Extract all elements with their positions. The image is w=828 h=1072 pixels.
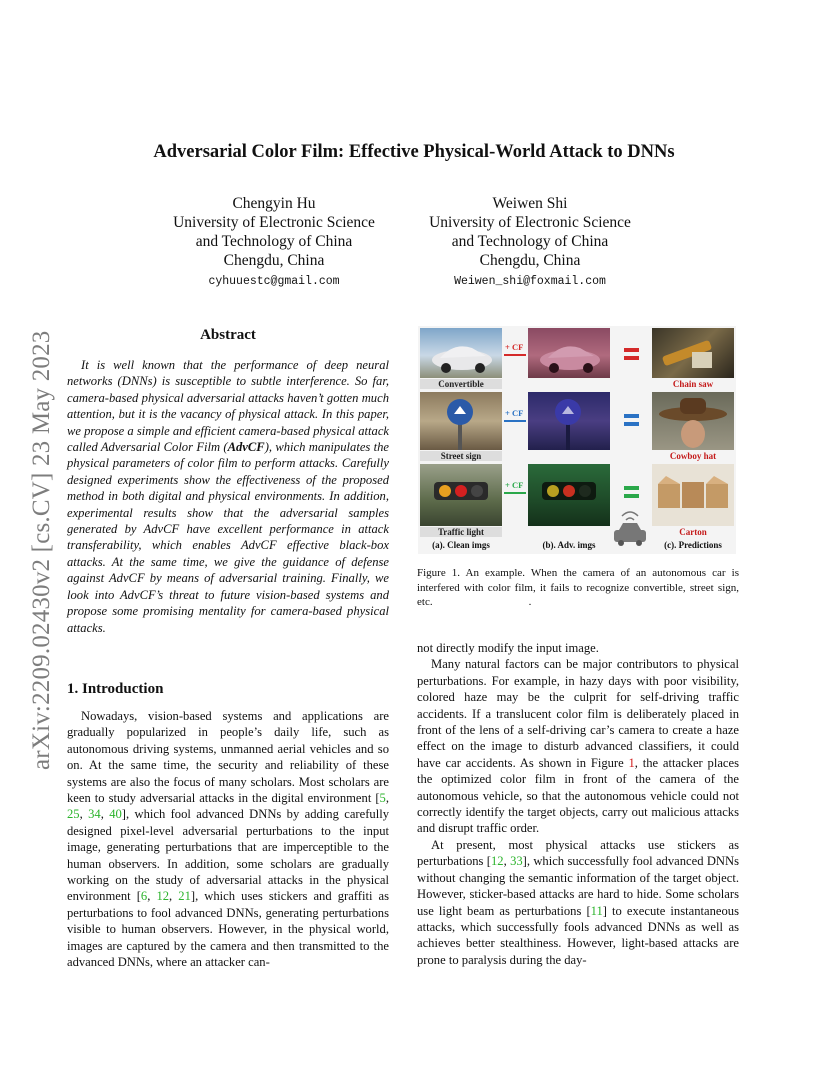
column-label-clean: (a). Clean imgs [432, 540, 490, 550]
cf-label: + CF [505, 342, 524, 352]
clean-label: Street sign [420, 451, 502, 461]
author-affiliation: University of Electronic Science [429, 214, 631, 231]
abstract-heading: Abstract [200, 327, 256, 343]
author-email[interactable]: cyhuuestc@gmail.com [208, 275, 340, 288]
arxiv-stamp: arXiv:2209.02430v2 [cs.CV] 23 May 2023 [28, 330, 55, 770]
citation-link[interactable]: 25 [67, 807, 80, 822]
citation-link[interactable]: 5 [379, 791, 386, 806]
right-column-text [417, 640, 739, 968]
author-email[interactable]: Weiwen_shi@foxmail.com [454, 275, 606, 288]
traffic-light-icon [420, 464, 502, 526]
adv-image-traffic-light [528, 464, 610, 526]
citation-link[interactable]: 11 [590, 903, 603, 918]
cf-label: + CF [505, 480, 524, 490]
paragraph: not directly modify the input image. [417, 641, 599, 655]
paper-title: Adversarial Color Film: Effective Physical-World Attack to DNNs [153, 142, 675, 162]
arrow-icon [504, 420, 526, 422]
equals-icon [624, 422, 639, 426]
clean-image-street-sign [420, 392, 502, 450]
pred-image-chainsaw [652, 328, 734, 378]
author-city: Chengdu, China [223, 252, 325, 269]
adv-image-convertible [528, 328, 610, 378]
citation-link[interactable]: 34 [88, 807, 101, 822]
citation-link[interactable]: 12 [156, 889, 170, 904]
prediction-label: Cowboy hat [669, 451, 717, 461]
equals-icon [624, 486, 639, 490]
autonomous-car-icon [608, 504, 652, 550]
carton-icon [652, 464, 734, 526]
car-icon [528, 328, 610, 378]
equals-icon [624, 494, 639, 498]
citation-link[interactable]: 21 [178, 889, 191, 904]
traffic-light-icon [528, 464, 610, 526]
citation-link[interactable]: 6 [140, 889, 148, 904]
author-block-2 [400, 194, 660, 291]
adv-image-street-sign [528, 392, 610, 450]
paragraph: At present, most physical attacks use stickers as perturbations [12, 33], which successfully fool advanced DNNs without changing the semantic information of the target object. However, sticker-based attacks are hard to hide. Some scholars use light beam as perturbations [11] to execute instantaneous attacks, which successfully fools advanced DNNs as well as achieves better stealthiness. However, light-based attacks are prone to paralysis during the day- [417, 837, 740, 967]
cf-label: + CF [505, 408, 524, 418]
author-city: Chengdu, China [479, 252, 581, 269]
street-sign-icon [420, 392, 502, 450]
citation-link[interactable]: 40 [109, 807, 122, 822]
clean-image-traffic-light [420, 464, 502, 526]
car-icon [420, 328, 502, 378]
arrow-icon [504, 492, 526, 494]
equals-icon [624, 414, 639, 418]
author-name: Weiwen Shi [492, 195, 568, 212]
pred-image-carton [652, 464, 734, 526]
author-name: Chengyin Hu [232, 195, 316, 212]
section-heading: 1. Introduction [67, 681, 164, 697]
prediction-label: Chain saw [672, 379, 714, 389]
prediction-label: Carton [679, 527, 707, 537]
paragraph: Many natural factors can be major contributors to physical perturbations. For example, in hazy days with poor visibility, colored haze may be the culprit for self-driving traffic accidents. If a translucent color film is deliberately placed in front of the lens of a self-driving car’s camera to create a haze effect on the image to disturb advanced classifiers, it could have car accidents. As shown in Figure 1, the attacker places the optimized color film in front of the camera of the autonomous vehicle, so that the autonomous vehicle could not correctly identify the target objects, carry out malicious attacks and disrupt traffic order. [417, 657, 739, 836]
figure-1 [418, 326, 736, 554]
author-affiliation: and Technology of China [195, 233, 353, 250]
author-affiliation: University of Electronic Science [173, 214, 375, 231]
clean-label: Convertible [420, 379, 502, 389]
equals-icon [624, 348, 639, 352]
intro-paragraph: Nowadays, vision-based systems and applications are gradually popularized in people’s daily life, such as autonomous driving systems, unmanned aerial vehicles and so on. At the same time, the security and reliability of these systems are also the focus of many scholars. Most scholars are keen to study adversarial attacks in the digital environment [5, 25, 34, 40], which fool advanced DNNs by adding carefully designed pixel-level adversarial perturbations to the input image, generating perturbations that are imperceptible to the human observers. In addition, some scholars are gradually working on the study of adversarial attacks in the physical environment [6, 12, 21], which uses stickers and graffiti as perturbations to fool advanced DNNs, generating perturbations visible to human observers. However, in the physical world, images are captured by the camera and then transmitted to the advanced DNNs, where an attacker can- [67, 709, 390, 970]
figure-caption: Figure 1. An example. When the camera of an autonomous car is interfered with color film, it fails to recognize convertible, street sign, etc. . [417, 567, 739, 608]
column-label-adv: (b). Adv. imgs [542, 540, 596, 550]
author-affiliation: and Technology of China [451, 233, 609, 250]
cowboy-hat-icon [652, 392, 734, 450]
citation-link[interactable]: 12 [490, 854, 504, 869]
citation-link[interactable]: 33 [510, 854, 523, 869]
street-sign-icon [528, 392, 610, 450]
column-label-predictions: (c). Predictions [664, 540, 722, 550]
abstract-text: It is well known that the performance of deep neural networks (DNNs) is susceptible to subtle interference. So far, camera-based physical adversarial attacks haven’t gotten much attention, but it is the vacancy of physical attack. In this paper, we propose a simple and efficient camera-based physical attack called Adversarial Color Film (AdvCF), which manipulates the physical parameters of color film to perform attacks. Carefully designed experiments show the effectiveness of the proposed method in both digital and physical environments. In addition, experimental results show that the adversarial samples generated by AdvCF have excellent performance in attack transferability, which enables AdvCF effective black-box attacks. At the same time, we give the guidance of defense against AdvCF by means of adversarial training. Finally, we look into AdvCF’s threat to future vision-based systems and propose some promising mentality for camera-based physical attacks. [67, 358, 390, 635]
figure-ref-link[interactable]: 1 [628, 755, 635, 770]
arrow-icon [504, 354, 526, 356]
clean-label: Traffic light [420, 527, 502, 537]
pred-image-cowboy-hat [652, 392, 734, 450]
chainsaw-icon [652, 328, 734, 378]
equals-icon [624, 356, 639, 360]
clean-image-convertible [420, 328, 502, 378]
author-block-1 [144, 194, 404, 291]
